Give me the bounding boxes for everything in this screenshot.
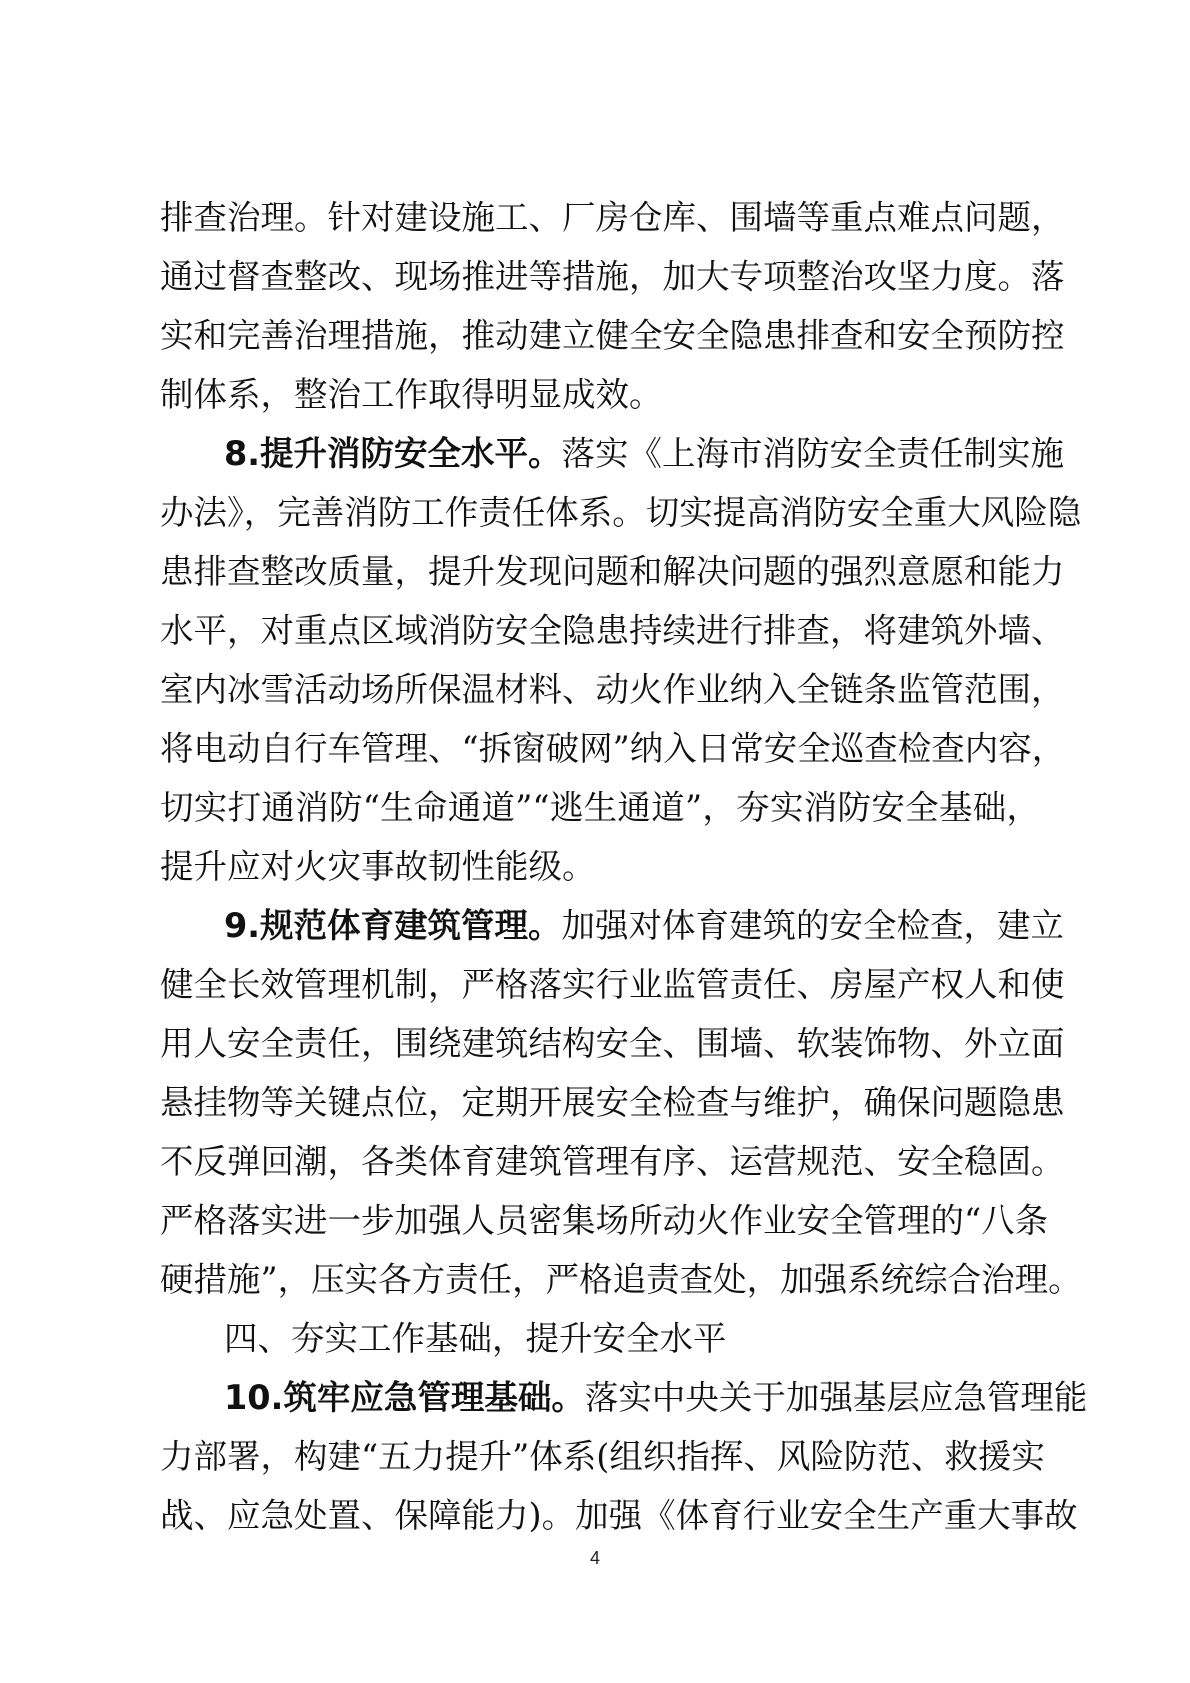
text-line: 不反弹回潮，各类体育建筑管理有序、运营规范、安全稳固。 <box>160 1142 1065 1181</box>
text-line: 实和完善治理措施，推动建立健全安全隐患排查和安全预防控 <box>160 316 1065 355</box>
item-9-first-line <box>160 896 1065 955</box>
text-line: 悬挂物等关键点位，定期开展安全检查与维护，确保问题隐患 <box>160 1083 1065 1122</box>
text-line: 室内冰雪活动场所保温材料、动火作业纳入全链条监管范围， <box>160 670 1065 709</box>
text-line: 健全长效管理机制，严格落实行业监管责任、房屋产权人和使 <box>160 965 1065 1004</box>
text-line: 力部署，构建“五力提升”体系(组织指挥、风险防范、救援实 <box>160 1437 1045 1476</box>
text-line: 患排查整改质量，提升发现问题和解决问题的强烈意愿和能力 <box>160 552 1065 591</box>
item-10-text: 落实中央关于加强基层应急管理能 <box>584 1378 1088 1417</box>
page-number: 4 <box>589 1548 600 1568</box>
text-line: 通过督查整改、现场推进等措施，加大专项整治攻坚力度。落 <box>160 257 1065 296</box>
item-8-first-line <box>160 424 1065 483</box>
text-line: 排查治理。针对建设施工、厂房仓库、围墙等重点难点问题， <box>160 198 1065 237</box>
document-body <box>160 188 1088 1545</box>
section-heading: 四、夯实工作基础，提升安全水平 <box>224 1319 727 1358</box>
item-8-title: 8.提升消防安全水平。 <box>224 434 562 473</box>
text-line: 战、应急处置、保障能力)。加强《体育行业安全生产重大事故 <box>160 1496 1078 1535</box>
text-line: 切实打通消防“生命通道”“逃生通道”，夯实消防安全基础， <box>160 788 1040 827</box>
item-10-first-line <box>160 1368 1088 1427</box>
text-line: 严格落实进一步加强人员密集场所动火作业安全管理的“八条 <box>160 1201 1049 1240</box>
text-line: 硬措施”，压实各方责任，严格追责查处，加强系统综合治理。 <box>160 1260 1082 1299</box>
text-line: 将电动自行车管理、“拆窗破网”纳入日常安全巡查检查内容， <box>160 729 1066 768</box>
item-8-text: 落实《上海市消防安全责任制实施 <box>561 434 1065 473</box>
text-line: 办法》，完善消防工作责任体系。切实提高消防安全重大风险隐 <box>160 493 1082 532</box>
text-line: 用人安全责任，围绕建筑结构安全、围墙、软装饰物、外立面 <box>160 1024 1065 1063</box>
item-10-title: 10.筑牢应急管理基础。 <box>224 1378 585 1417</box>
item-9-text: 加强对体育建筑的安全检查，建立 <box>561 906 1065 945</box>
item-9-title: 9.规范体育建筑管理。 <box>224 906 562 945</box>
text-line: 水平，对重点区域消防安全隐患持续进行排查，将建筑外墙、 <box>160 611 1065 650</box>
text-line: 提升应对火灾事故韧性能级。 <box>160 847 596 886</box>
text-line: 制体系，整治工作取得明显成效。 <box>160 375 663 414</box>
